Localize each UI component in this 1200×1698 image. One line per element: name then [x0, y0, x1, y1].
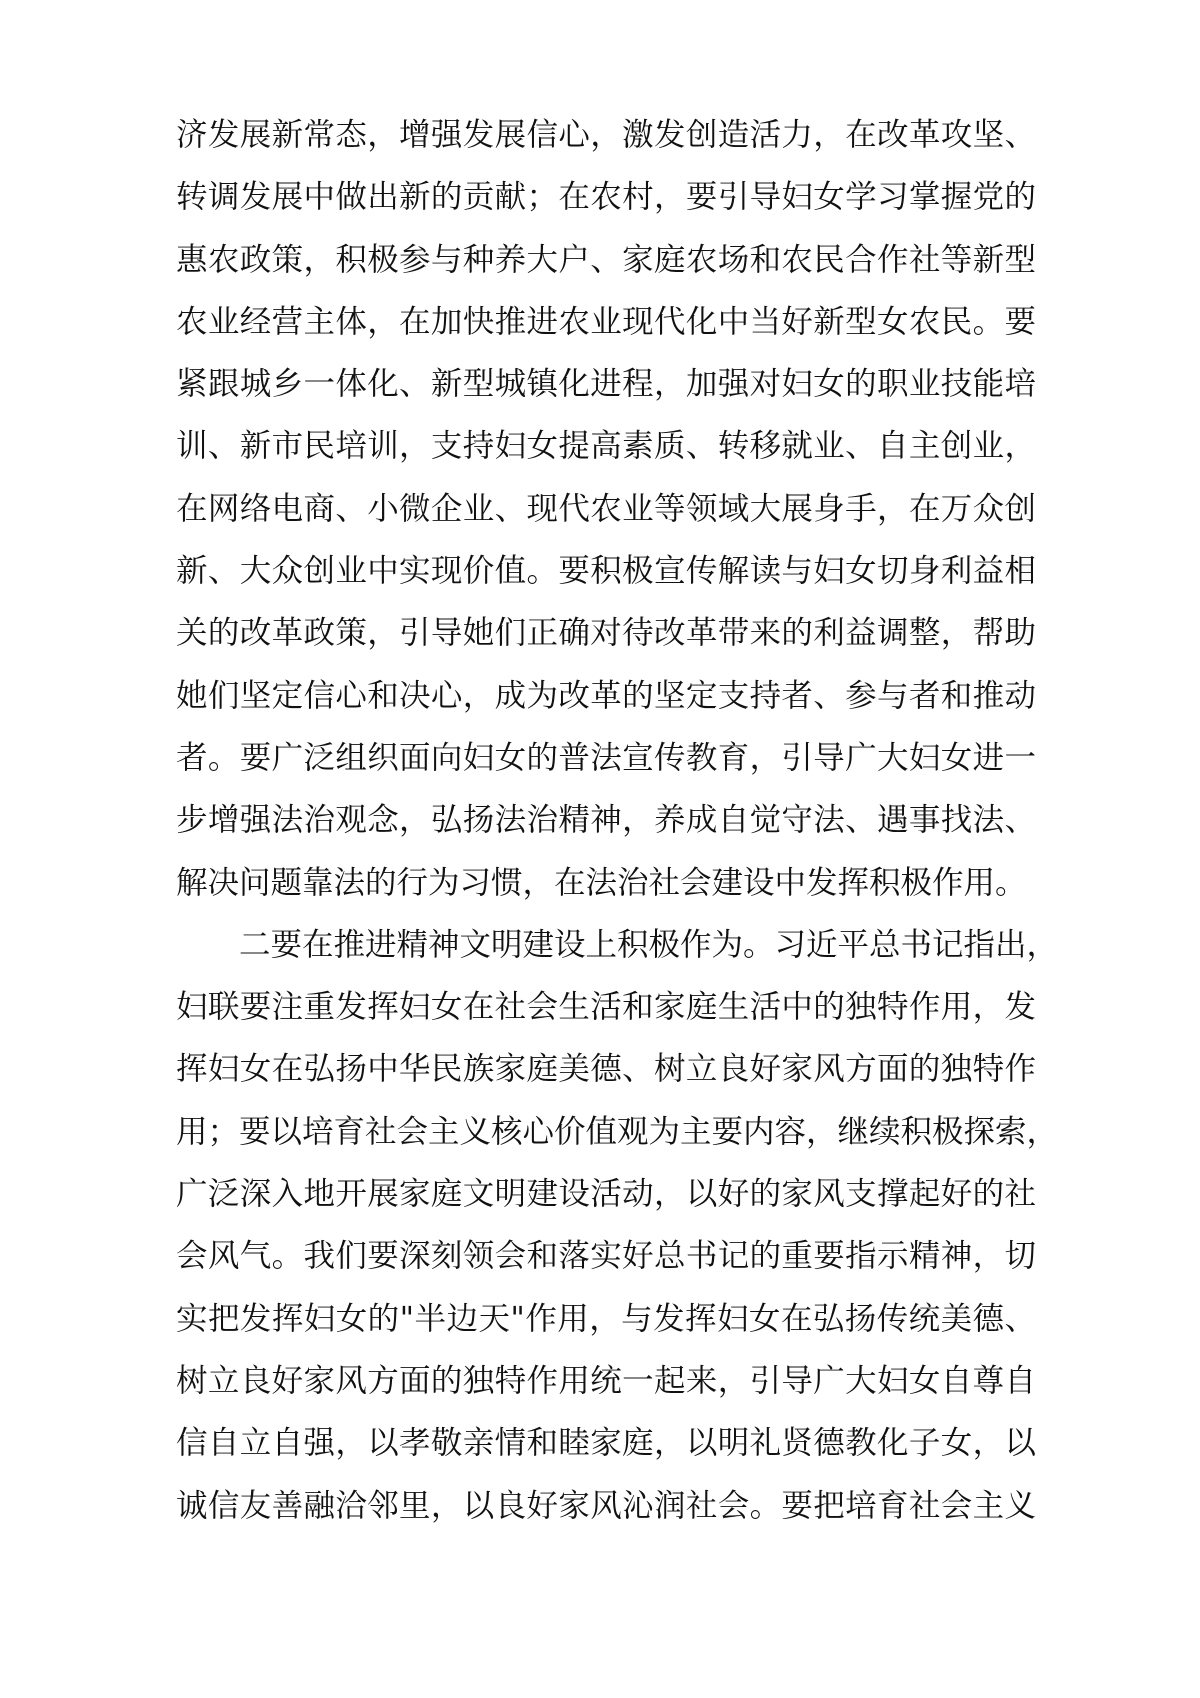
- text-line: 会风气。我们要深刻领会和落实好总书记的重要指示精神，切: [176, 1238, 1036, 1275]
- text-line: 新、大众创业中实现价值。要积极宣传解读与妇女切身利益相: [176, 553, 1036, 590]
- text-line: 紧跟城乡一体化、新型城镇化进程，加强对妇女的职业技能培: [176, 366, 1036, 403]
- text-line: 济发展新常态，增强发展信心，激发创造活力，在改革攻坚、: [176, 117, 1036, 153]
- text-line: 在网络电商、小微企业、现代农业等领域大展身手，在万众创: [176, 490, 1036, 527]
- body-text: [176, 104, 1059, 1537]
- text-line: 挥妇女在弘扬中华民族家庭美德、树立良好家风方面的独特作: [176, 1051, 1036, 1088]
- text-line: 步增强法治观念，弘扬法治精神，养成自觉守法、遇事找法、: [176, 802, 1036, 839]
- text-line: 转调发展中做出新的贡献；在农村，要引导妇女学习掌握党的: [176, 179, 1036, 216]
- text-line: 她们坚定信心和决心，成为改革的坚定支持者、参与者和推动: [176, 677, 1036, 714]
- text-line: 妇联要注重发挥妇女在社会生活和家庭生活中的独特作用，发: [176, 989, 1036, 1026]
- paragraph-first-line: 二要在推进精神文明建设上积极作为。习近平总书记指出，: [239, 926, 1059, 963]
- text-line: 用；要以培育社会主义核心价值观为主要内容，继续积极探索，: [176, 1113, 1059, 1150]
- text-line: 训、新市民培训，支持妇女提高素质、转移就业、自主创业，: [176, 428, 1036, 465]
- text-line: 实把发挥妇女的"半边天"作用，与发挥妇女在弘扬传统美德、: [176, 1300, 1036, 1337]
- text-line: 者。要广泛组织面向妇女的普法宣传教育，引导广大妇女进一: [176, 739, 1036, 776]
- text-line: 诚信友善融洽邻里，以良好家风沁润社会。要把培育社会主义: [176, 1487, 1036, 1524]
- text-line: 惠农政策，积极参与种养大户、家庭农场和农民合作社等新型: [176, 241, 1036, 278]
- text-line: 树立良好家风方面的独特作用统一起来，引导广大妇女自尊自: [176, 1362, 1036, 1399]
- text-line: 信自立自强，以孝敬亲情和睦家庭，以明礼贤德教化子女，以: [176, 1425, 1036, 1462]
- text-line: 解决问题靠法的行为习惯，在法治社会建设中发挥积极作用。: [176, 864, 1027, 901]
- text-line: 广泛深入地开展家庭文明建设活动，以好的家风支撑起好的社: [176, 1176, 1036, 1213]
- text-line: 农业经营主体，在加快推进农业现代化中当好新型女农民。要: [176, 303, 1036, 340]
- text-line: 关的改革政策，引导她们正确对待改革带来的利益调整，帮助: [176, 615, 1036, 652]
